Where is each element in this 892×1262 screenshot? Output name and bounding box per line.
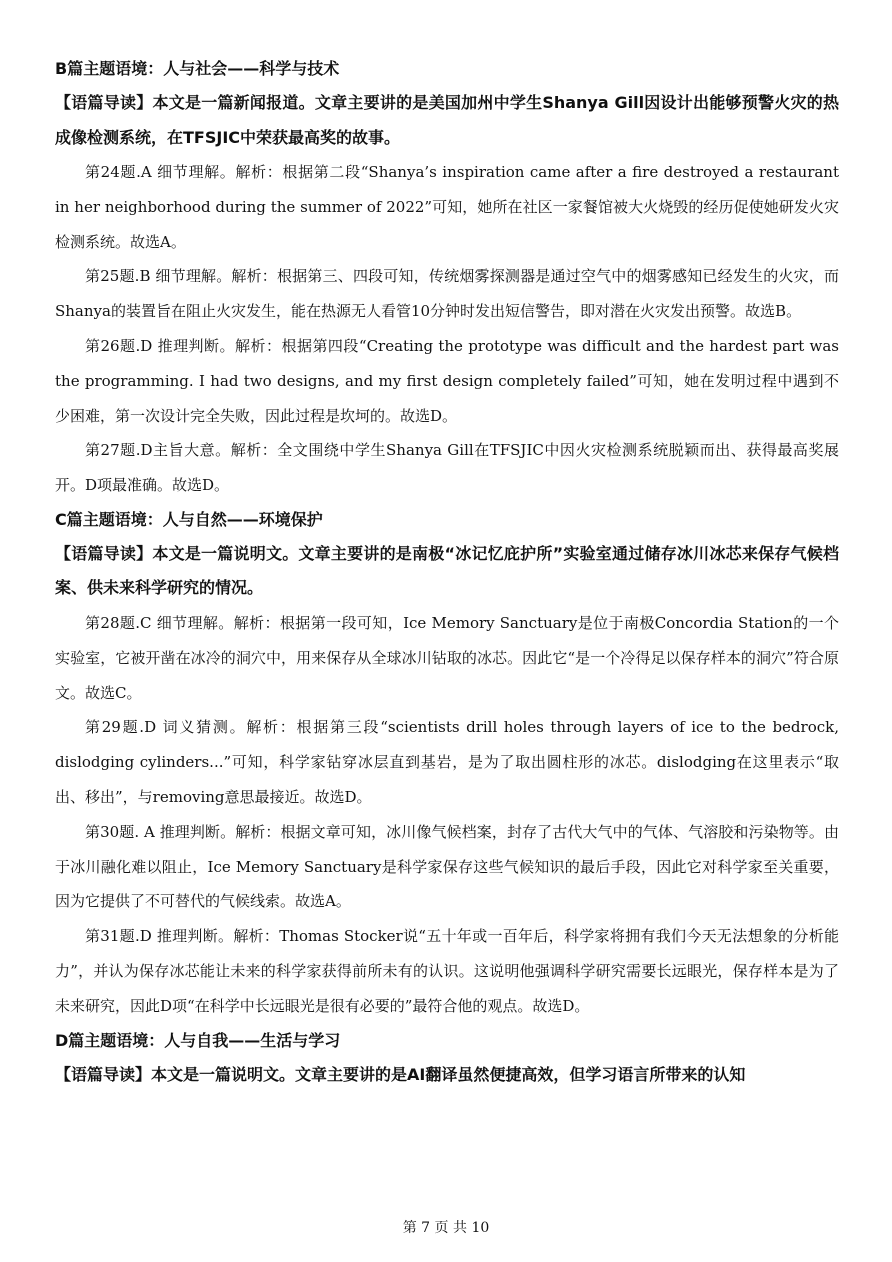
page-number: 第 7 页 共 10 [402,1220,490,1236]
answer-paragraph-25: 第25题.B 细节理解。解析：根据第三、四段可知，传统烟雾探测器是通过空气中的烟雾感知已经发生的火灾，而Shanya的装置旨在阻止火灾发生，能在热源无人看管10分钟时发出短信警告，即对潜在火灾发出预警。故选B。 [55,267,839,321]
reading-guide: 【语篇导读】本文是一篇说明文。文章主要讲的是南极“冰记忆庇护所”实验室通过储存冰川冰芯来保存气候档案、供未来科学研究的情况。 [55,543,839,598]
answer-paragraph-30: 第30题. A 推理判断。解析：根据文章可知，冰川像气候档案，封存了古代大气中的气体、气溶胶和污染物等。由于冰川融化难以阻止，Ice Memory Sanctuary是科学家保存这些气候知识的最后手段，因此它对科学家至关重要，因为它提供了不可替代的气候线索。故选A。 [55,822,839,911]
answer-paragraph-29: 第29题.D 词义猜测。解析：根据第三段“scientists drill holes through layers of ice to the bedrock, dislodging cylinders...”可知，科学家钻穿冰层直到基岩，是为了取出圆柱形的冰芯。dislodging在这里表示“取出、移出”，与removing意思最接近。故选D。 [55,718,839,806]
section-heading: D篇主题语境：人与自我——生活与学习 [55,1030,341,1050]
section-d [55,1024,839,1093]
answer-paragraph-24: 第24题.A 细节理解。解析：根据第二段“Shanya’s inspiration came after a fire destroyed a restaurant in her neighborhood during the summer of 2022”可知，她所在社区一家餐馆被大火烧毁的经历促使她研发火灾检测系统。故选A。 [55,163,839,251]
answer-paragraph-28: 第28题.C 细节理解。解析：根据第一段可知，Ice Memory Sanctuary是位于南极Concordia Station的一个实验室，它被开凿在冰冷的洞穴中，用来保存从全球冰川钻取的冰芯。因此它“是一个冷得足以保存样本的洞穴”符合原文。故选C。 [55,613,839,702]
document-page [55,52,839,1092]
answer-paragraph-31: 第31题.D 推理判断。解析：Thomas Stocker说“五十年或一百年后，科学家将拥有我们今天无法想象的分析能力”，并认为保存冰芯能让未来的科学家获得前所未有的认识。这说明他强调科学研究需要长远眼光，保存样本是为了未来研究，因此D项“在科学中长远眼光是很有必要的”最符合他的观点。故选D。 [55,927,839,1015]
answer-paragraph-26: 第26题.D 推理判断。解析：根据第四段“Creating the prototype was difficult and the hardest part was the programming. I had two designs, and my first design completely failed”可知，她在发明过程中遇到不少困难，第一次设计完全失败，因此过程是坎坷的。故选D。 [55,336,839,425]
section-heading: B篇主题语境：人与社会——科学与技术 [55,59,340,78]
section-c [55,503,839,1024]
reading-guide: 【语篇导读】本文是一篇说明文。文章主要讲的是AI翻译虽然便捷高效，但学习语言所带来的认知 [55,1064,746,1084]
answer-paragraph-27: 第27题.D主旨大意。解析：全文围绕中学生Shanya Gill在TFSJIC中因火灾检测系统脱颖而出、获得最高奖展开。D项最准确。故选D。 [55,441,839,495]
section-b [55,52,839,503]
section-heading: C篇主题语境：人与自然——环境保护 [55,509,323,529]
reading-guide: 【语篇导读】本文是一篇新闻报道。文章主要讲的是美国加州中学生Shanya Gill因设计出能够预警火灾的热成像检测系统，在TFSJIC中荣获最高奖的故事。 [55,93,839,147]
